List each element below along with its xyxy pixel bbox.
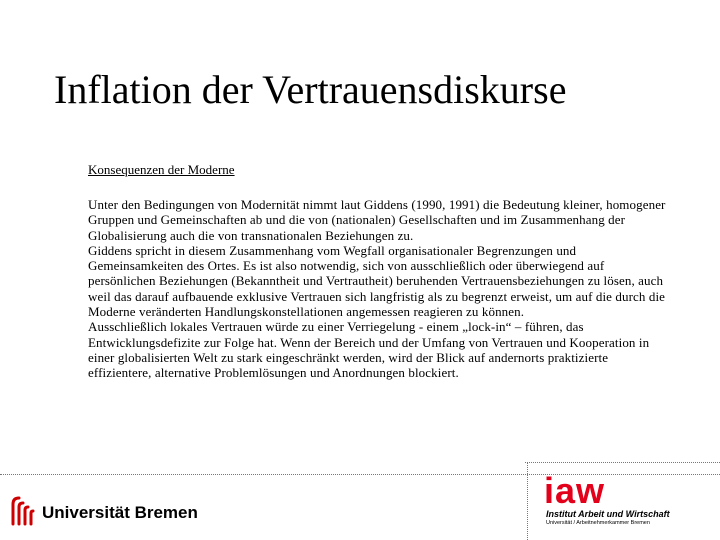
iaw-logo-affiliation: Universität / Arbeitnehmerkammer Bremen <box>546 520 650 526</box>
footer-divider-right <box>525 462 720 464</box>
uni-bremen-logo <box>8 494 198 530</box>
slide-body <box>88 197 668 381</box>
body-paragraph: Giddens spricht in diesem Zusammenhang vom Wegfall organisationaler Begrenzungen und Gemeinsamkeiten des Ortes. Es ist also notwendig, sich von ausschließlich oder überwiegend auf persönlichen Beziehungen (Bekanntheit und Vertrautheit) beruhenden Vertrauensbeziehungen zu lösen, auch weil das darauf aufbauende exklusive Vertrauen sich langfristig als zu begrenzt erweist, um auf die durch die Moderne veränderten Handlungskonstellationen angemessen reagieren zu können. <box>88 242 666 320</box>
body-paragraph: Ausschließlich lokales Vertrauen würde zu einer Verriegelung - einem „lock-in“ – führen, das Entwicklungsdefizite zur Folge hat. Wenn der Bereich und der Umfang von Vertrauen und Kooperation in einer globalisierten Welt zu stark eingeschränkt werden, wird der Blick auf andernorts praktizierte effizientere, alternative Problemlösungen und Anordnungen blockiert. <box>88 319 650 381</box>
iaw-logo-word: iaw <box>544 470 606 511</box>
uni-bremen-logo-icon <box>8 494 38 530</box>
iaw-logo-institute: Institut Arbeit und Wirtschaft <box>546 509 670 519</box>
iaw-logo <box>540 470 720 537</box>
slide-subtitle: Konsequenzen der Moderne <box>88 162 235 177</box>
uni-bremen-logo-text: Universität Bremen <box>42 503 198 522</box>
slide-title: Inflation der Vertrauensdiskurse <box>54 67 567 112</box>
body-paragraph: Unter den Bedingungen von Modernität nimmt laut Giddens (1990, 1991) die Bedeutung kleiner, homogener Gruppen und Gemeinschaften ab und die von (nationalen) Gesellschaften und im Zusammenhang der Globalisierung auch die von transnationalen Beziehungen zu. <box>88 197 666 243</box>
footer-divider-vertical <box>527 462 529 540</box>
